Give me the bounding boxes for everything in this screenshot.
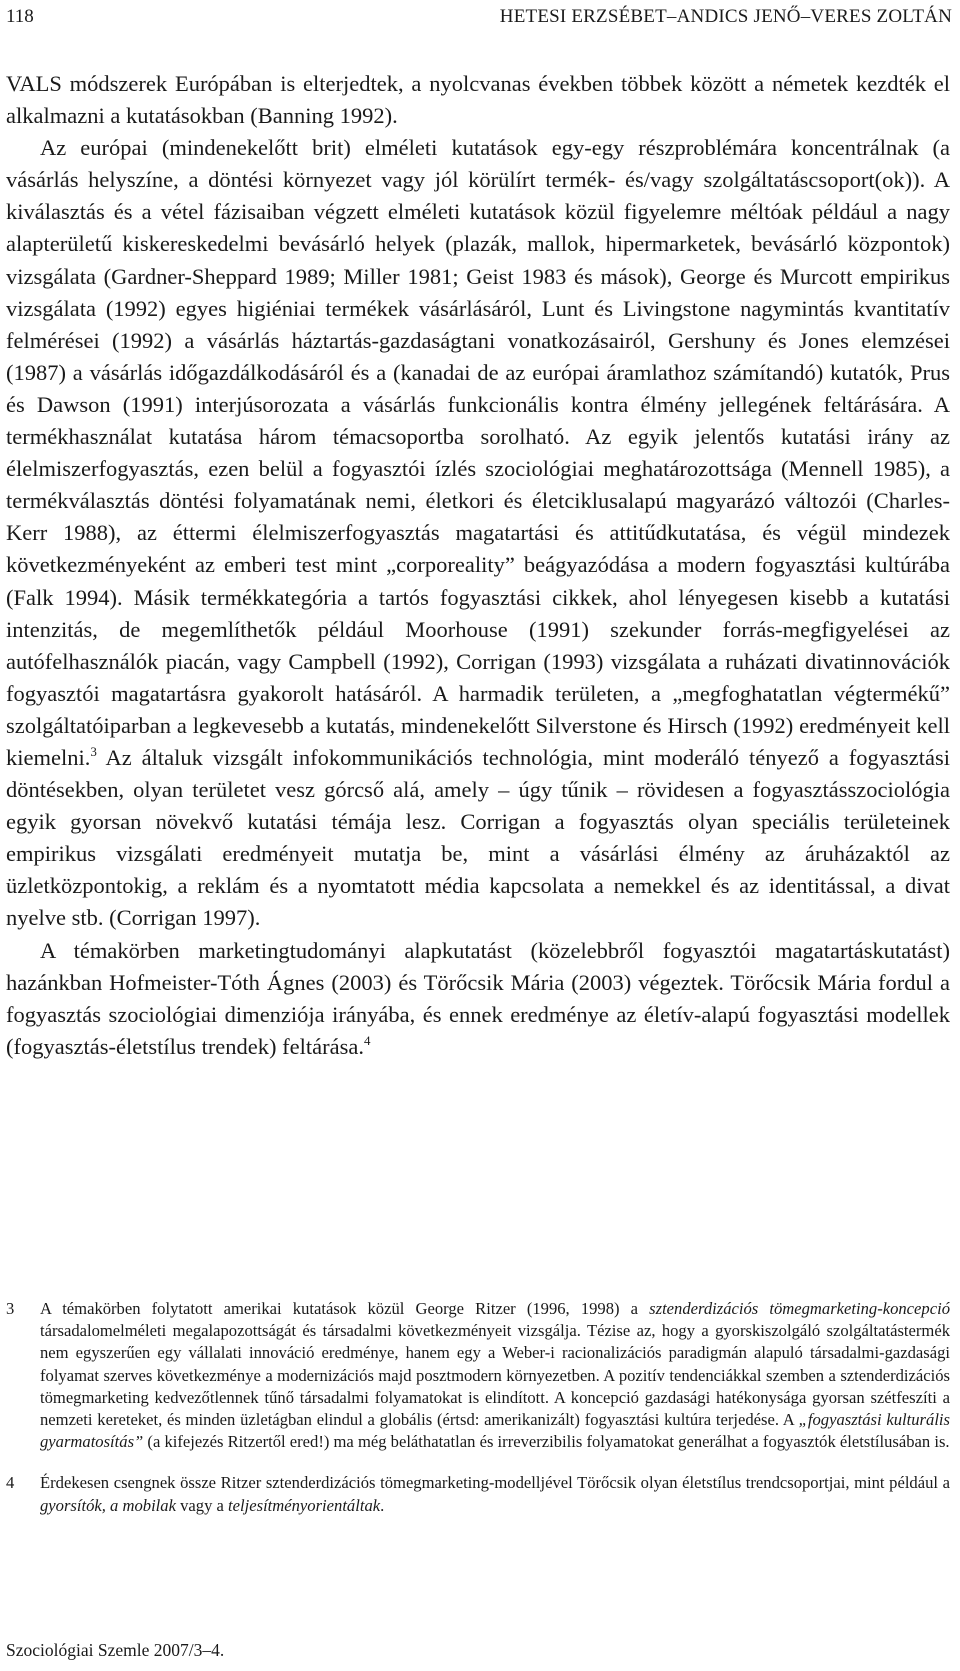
journal-footer: Szociológiai Szemle 2007/3–4.: [6, 1640, 225, 1660]
footnote-4: [6, 1472, 950, 1516]
footnote-number: 4: [6, 1473, 15, 1493]
body-paragraph-1-continued: Az általuk vizsgált infokommunikációs technológia, mint moderáló tényező a fogyasztási döntésekben, olyan területet vesz górcső alá, amely – úgy tűnik – rövidesen a fogyasztásszociológia egyik gyorsan növekvő kutatási témája lesz. Corrigan a fogyasztás olyan speciális területeinek empirikus vizsgálati eredményeit mutatja be, mint a vásárlási élmény az áruházaktól az üzletközpontokig, a reklám és a nyomtatott média kapcsolata a nemekkel és az identitással, a divat nyelve stb. (Corrigan 1997).: [6, 744, 950, 931]
running-head-authors: HETESI ERZSÉBET–ANDICS JENŐ–VERES ZOLTÁN: [499, 6, 952, 27]
footnote-text-part: A témakörben folytatott amerikai kutatások közül George Ritzer (1996, 1998) a: [40, 1299, 650, 1318]
footnote-italic-term: teljesítményorientáltak: [228, 1495, 381, 1515]
footnote-italic-term: gyorsítók, a mobilak: [40, 1495, 176, 1515]
main-body-text: [6, 68, 950, 1063]
footnote-text-part: társadalomelméleti megalapozottságát és társadalmi következményeit vizsgálja. Tézise az, hogy a gyorskiszolgáló szolgáltatástermék nem egyszerűen egy vállalati innováció eredménye, hanem egy a Weber-i racionalizációs paradigmán alapuló társadalmi-gazdasági folyamat szerves következménye a modernizációs majd posztmodern környezetben. A pozitív tendenciákkal szemben a sztenderdizációs tömegmarketing kedvezőtlennek tűnő társadalmi folyamatokat is elindított. A koncepció gazdasági hatékonysága gyorsan szétfeszíti a nemzeti kereteket, és minden üzletágban elindul a globális (értsd: amerikanizált) fogyasztási kultúra terjedése. A: [40, 1321, 950, 1430]
footnote-text: [40, 1472, 950, 1516]
body-paragraph-1-main: Az európai (mindenekelőtt brit) elméleti kutatások egy-egy részproblémára koncentrálnak (a vásárlás helyszíne, a döntési környezet vagy jól körülírt termék- és/vagy szolgáltatáscsoport(ok)). A kiválasztás és a vétel fázisaiban végzett elméleti kutatások közül figyelemre méltóak például a nagy alapterületű kiskereskedelmi bevásárló helyek (plazák, mallok, hipermarketek, bevásárló központok) vizsgálata (Gardner-Sheppard 1989; Miller 1981; Geist 1983 és mások), George és Murcott empirikus vizsgálata (1992) egyes higiéniai termékek vásárlásáról, Lunt és Livingstone nagymintás kvantitatív felmérései (1992) a vásárlás háztartás-gazdaságtani vonatkozásairól, Gershuny és Jones elemzései (1987) a vásárlás időgazdálkodásáról és a (kanadai de az európai áramlathoz számítandó) kutatók, Prus és Dawson (1991) interjúsorozata a vásárlás funkcionális kontra élmény jellegének feltárására. A termékhasználat kutatása három témacsoportba sorolható. Az egyik jelentős kutatási irány az élelmiszerfogyasztás, ezen belül a fogyasztói ízlés szociológiai meghatározottsága (Mennell 1985), a termékválasztás döntési folyamatának nemi, életkori és életciklusalapú magyarázó változói (Charles-Kerr 1988), az éttermi élelmiszerfogyasztás magatartási és attitűdkutatása, és végül mindezek következményeként az emberi test mint „corporeality” beágyazódása a modern fogyasztási kultúrába (Falk 1994). Másik termékkategória a tartós fogyasztási cikkek, ahol lényegesen kisebb a kutatási intenzitás, de megemlíthetők például Moorhouse (1991) szekunder forrás-megfigyelései az autófelhasználók piacán, vagy Campbell (1992), Corrigan (1993) vizsgálata a ruházati divatinnovációk fogyasztói magatartásra gyakorolt hatásáról. A harmadik területen, a „megfoghatatlan végtermékű” szolgáltatóiparban a legkevesebb a kutatás, mindenekelőtt Silverstone és Hirsch (1992) eredményeit kell kiemelni.: [6, 135, 950, 770]
footnote-text-part: vagy a: [175, 1495, 229, 1515]
body-paragraph-2: [6, 935, 950, 1063]
footnote-ref-3[interactable]: 3: [90, 743, 97, 759]
running-head: [6, 4, 952, 30]
footnote-number: 3: [6, 1299, 15, 1318]
page-number: 118: [6, 6, 34, 27]
footnote-ref-4[interactable]: 4: [363, 1032, 371, 1048]
footnote-italic-term: „fogyasztási kulturális gyarmatosítás”: [40, 1410, 950, 1452]
footnote-3: [6, 1298, 950, 1453]
body-paragraph-1: [6, 68, 950, 935]
body-paragraph-1-intro: VALS módszerek Európában is elterjedtek, a nyolcvanas években többek között a németek kezdték el alkalmazni a kutatásokban (Banning 1992).: [6, 71, 950, 129]
body-paragraph-2-text: A témakörben marketingtudományi alapkutatást (közelebbről fogyasztói magatartáskutatást) hazánkban Hofmeister-Tóth Ágnes (2003) és Törőcsik Mária (2003) végeztek. Törőcsik Mária fordul a fogyasztás szociológiai dimenziója irányába, és ennek eredménye az életív-alapú fogyasztási modellek (fogyasztás-életstílus trendek) feltárása.: [6, 937, 950, 1059]
footnote-text-part: .: [380, 1495, 385, 1515]
footnote-text-part: (a kifejezés Ritzertől ered!) ma még beláthatatlan és irreverzibilis folyamatokat generálhat a fogyasztók életstílusában is.: [143, 1432, 950, 1452]
footnote-italic-term: sztenderdizációs tömegmarketing-koncepció: [649, 1299, 950, 1318]
footnotes: [6, 1298, 950, 1536]
footnote-text-part: Érdekesen csengnek össze Ritzer sztenderdizációs tömegmarketing-modelljével Törőcsik olyan életstílus trendcsoportjai, mint például a: [40, 1473, 950, 1493]
footnote-text: [40, 1298, 950, 1453]
